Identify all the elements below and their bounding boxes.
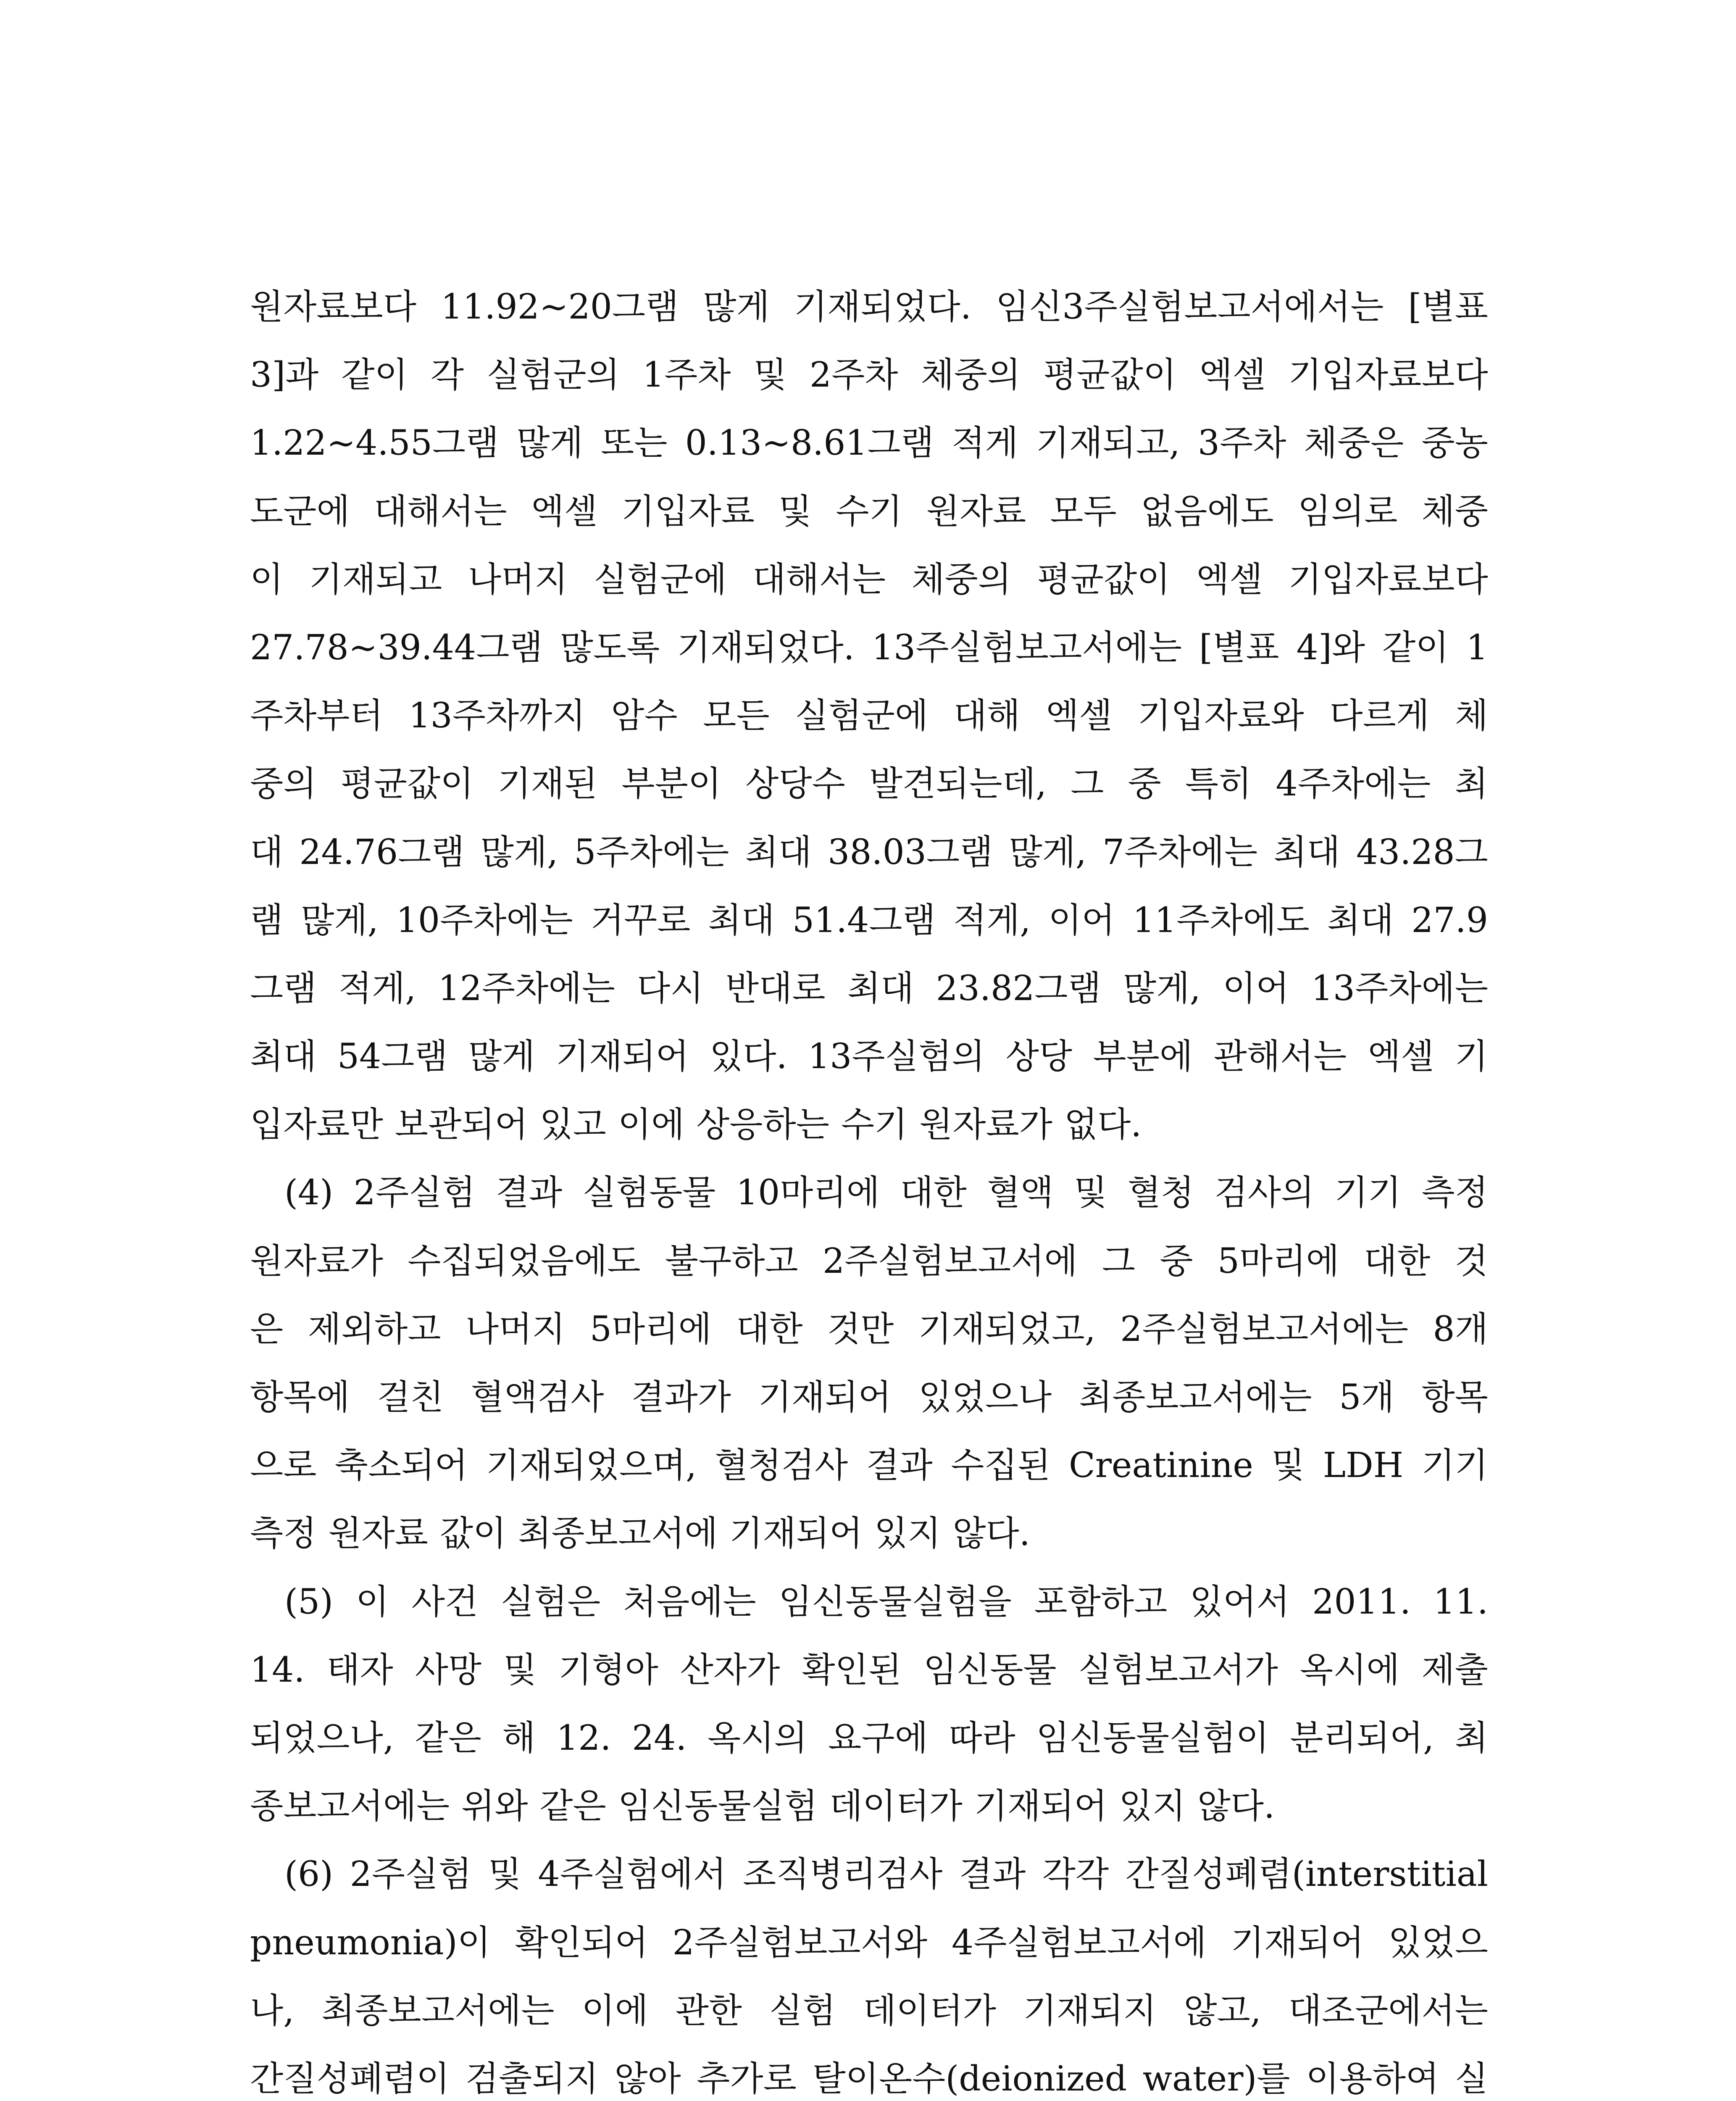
text-line: 이 기재되고 나머지 실험군에 대해서는 체중의 평균값이 엑셀 기입자료보다 (250, 559, 1488, 600)
text-line: 종보고서에는 위와 같은 임신동물실험 데이터가 기재되어 있지 않다. (250, 1786, 1275, 1827)
text-line: 1.22∼4.55그램 많게 또는 0.13∼8.61그램 적게 기재되고, 3주차 체중은 중농 (250, 423, 1488, 463)
body-text (250, 273, 1488, 2101)
text-line: (4) 2주실험 결과 실험동물 10마리에 대한 혈액 및 혈청 검사의 기기 측정 (284, 1173, 1488, 1213)
text-line: 원자료보다 11.92∼20그램 많게 기재되었다. 임신3주실험보고서에서는 [별표 (250, 287, 1488, 327)
text-line: 은 제외하고 나머지 5마리에 대한 것만 기재되었고, 2주실험보고서에는 8개 (250, 1309, 1488, 1349)
text-line: 그램 적게, 12주차에는 다시 반대로 최대 23.82그램 많게, 이어 13주차에는 (250, 968, 1488, 1008)
text-line: (5) 이 사건 실험은 처음에는 임신동물실험을 포함하고 있어서 2011. 11. (284, 1582, 1488, 1622)
text-line: 되었으나, 같은 해 12. 24. 옥시의 요구에 따라 임신동물실험이 분리되어, 최 (250, 1718, 1488, 1758)
text-line: 입자료만 보관되어 있고 이에 상응하는 수기 원자료가 없다. (250, 1105, 1142, 1145)
text-line: 주차부터 13주차까지 암수 모든 실험군에 대해 엑셀 기입자료와 다르게 체 (250, 696, 1488, 736)
text-line: 나, 최종보고서에는 이에 관한 실험 데이터가 기재되지 않고, 대조군에서는 (250, 1990, 1488, 2031)
text-line: 도군에 대해서는 엑셀 기입자료 및 수기 원자료 모두 없음에도 임의로 체중 (250, 491, 1488, 532)
text-line: 항목에 걸친 혈액검사 결과가 기재되어 있었으나 최종보고서에는 5개 항목 (250, 1377, 1488, 1417)
text-line: 중의 평균값이 기재된 부분이 상당수 발견되는데, 그 중 특히 4주차에는 최 (250, 764, 1488, 804)
text-line: 측정 원자료 값이 최종보고서에 기재되어 있지 않다. (250, 1514, 1030, 1554)
text-line: 으로 축소되어 기재되었으며, 혈청검사 결과 수집된 Creatinine 및 LDH 기기 (250, 1445, 1488, 1486)
text-line: 램 많게, 10주차에는 거꾸로 최대 51.4그램 적게, 이어 11주차에도 최대 27.9 (250, 900, 1488, 940)
text-line: (6) 2주실험 및 4주실험에서 조직병리검사 결과 각각 간질성폐렴(interstitial (284, 1854, 1488, 1895)
text-line: 14. 태자 사망 및 기형아 산자가 확인된 임신동물 실험보고서가 옥시에 제출 (250, 1650, 1488, 1690)
text-line: 대 24.76그램 많게, 5주차에는 최대 38.03그램 많게, 7주차에는 최대 43.28그 (250, 832, 1488, 872)
text-line: 27.78∼39.44그램 많도록 기재되었다. 13주실험보고서에는 [별표 4]와 같이 1 (250, 627, 1488, 668)
text-line: 3]과 같이 각 실험군의 1주차 및 2주차 체중의 평균값이 엑셀 기입자료보다 (250, 355, 1488, 395)
text-line: 최대 54그램 많게 기재되어 있다. 13주실험의 상당 부분에 관해서는 엑셀 기 (250, 1037, 1488, 1077)
text-line: 원자료가 수집되었음에도 불구하고 2주실험보고서에 그 중 5마리에 대한 것 (250, 1241, 1488, 1281)
text-line: pneumonia)이 확인되어 2주실험보고서와 4주실험보고서에 기재되어 있었으 (250, 1922, 1488, 1963)
text-line: 간질성폐렴이 검출되지 않아 추가로 탈이온수(deionized water)를 이용하여 실 (250, 2059, 1488, 2099)
